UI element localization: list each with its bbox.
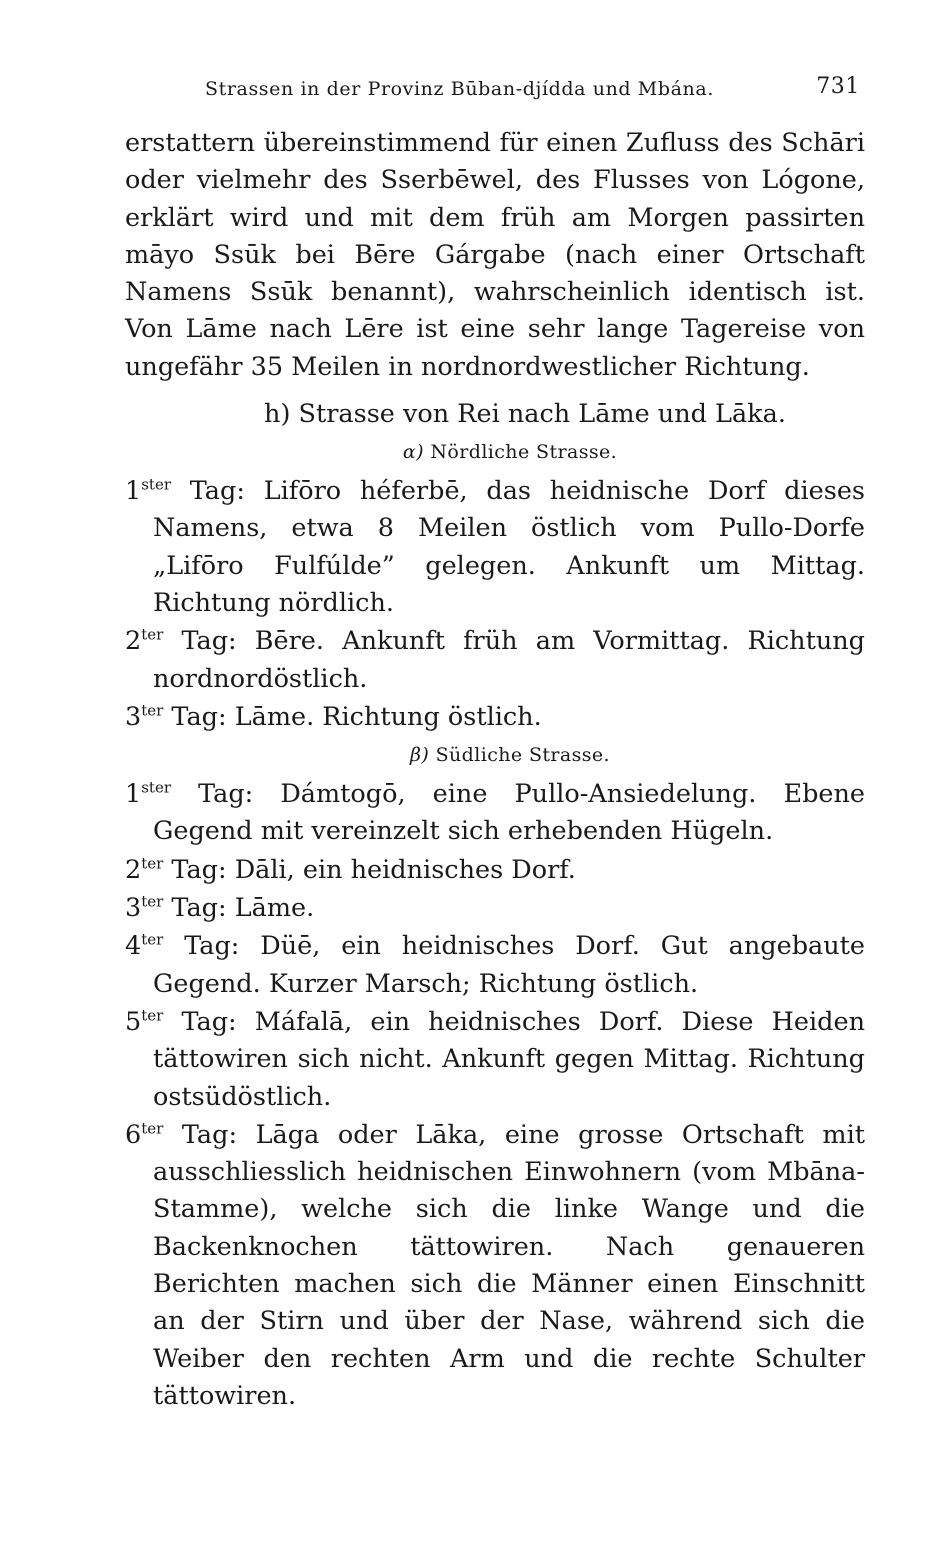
- southern-route-title: Südliche Strasse.: [435, 744, 611, 767]
- day-entry: [125, 623, 865, 698]
- day-number: 2: [125, 626, 142, 657]
- northern-route-entries: [125, 473, 865, 736]
- day-entry: [125, 776, 865, 851]
- day-label: Tag:: [189, 476, 245, 507]
- day-number: 1: [125, 779, 142, 810]
- day-description: Lāme. Richtung östlich.: [234, 701, 542, 732]
- day-ordinal: [125, 1007, 237, 1037]
- day-entry: [125, 699, 865, 736]
- southern-route-entries: [125, 776, 865, 1415]
- day-label: Tag:: [181, 1006, 237, 1037]
- day-entry: [125, 928, 865, 1003]
- day-description: Düē, ein heidnisches Dorf. Gut angebaute Gegend. Kurzer Marsch; Richtung östlich.: [153, 931, 866, 999]
- day-ordinal: [125, 702, 227, 732]
- day-ordinal-suffix: ster: [141, 475, 172, 494]
- day-ordinal-suffix: ter: [141, 892, 164, 911]
- day-ordinal: [125, 855, 227, 885]
- day-label: Tag:: [181, 626, 237, 657]
- day-number: 5: [125, 1006, 142, 1037]
- day-number: 2: [125, 854, 142, 885]
- day-ordinal-suffix: ster: [141, 778, 172, 797]
- day-description: Lifōro héferbē, das heidnische Dorf dieses Namens, etwa 8 Meilen östlich vom Pullo-Dorfe „Lifōro Fulfúlde” gelegen. Ankunft um Mittag. Richtung nördlich.: [153, 476, 865, 618]
- day-ordinal-suffix: ter: [141, 1006, 164, 1025]
- day-number: 3: [125, 893, 142, 924]
- day-label: Tag:: [198, 779, 254, 810]
- southern-route-heading: [125, 740, 865, 770]
- day-description: Dámtogō, eine Pullo-Ansiedelung. Ebene Gegend mit vereinzelt sich erhebenden Hügeln.: [153, 779, 865, 847]
- day-label: Tag:: [171, 701, 227, 732]
- northern-route-title: Nördliche Strasse.: [430, 441, 618, 464]
- day-entry: [125, 1117, 865, 1415]
- page-content: [125, 125, 865, 1415]
- day-label: Tag:: [171, 893, 227, 924]
- day-ordinal: [125, 779, 253, 809]
- day-description: Dāli, ein heidnisches Dorf.: [234, 854, 576, 885]
- day-description: Máfalā, ein heidnisches Dorf. Diese Heiden tättowiren sich nicht. Ankunft gegen Mittag. Richtung ostsüdöstlich.: [153, 1006, 865, 1112]
- northern-route-marker: α): [402, 441, 424, 464]
- day-ordinal-suffix: ter: [141, 854, 164, 873]
- day-ordinal: [125, 626, 237, 656]
- day-number: 3: [125, 701, 142, 732]
- day-ordinal-suffix: ter: [141, 701, 164, 720]
- southern-route-marker: β): [409, 744, 430, 767]
- day-entry: [125, 473, 865, 622]
- page-number: 731: [816, 74, 860, 99]
- day-description: Bēre. Ankunft früh am Vormittag. Richtung nordnordöstlich.: [153, 626, 865, 694]
- day-label: Tag:: [171, 854, 227, 885]
- day-ordinal-suffix: ter: [141, 930, 164, 949]
- day-ordinal: [125, 1120, 237, 1150]
- running-title: Strassen in der Provinz Būban-djídda und Mbána.: [205, 78, 714, 100]
- day-ordinal: [125, 476, 245, 506]
- day-number: 6: [125, 1119, 142, 1150]
- day-label: Tag:: [181, 1119, 238, 1150]
- day-ordinal-suffix: ter: [141, 625, 164, 644]
- day-number: 1: [125, 476, 142, 507]
- intro-paragraph: erstattern übereinstimmend für einen Zufluss des Schāri oder vielmehr des Sserbēwel, des Flusses von Lógone, erklärt wird und mit dem früh am Morgen passirten māyo Ssūk bei Bēre Gárgabe (nach einer Ortschaft Namens Ssūk benannt), wahrscheinlich identisch ist. Von Lāme nach Lēre ist eine sehr lange Tagereise von ungefähr 35 Meilen in nordnordwestlicher Richtung.: [125, 128, 865, 382]
- day-description: Lāga oder Lāka, eine grosse Ortschaft mit ausschliesslich heidnischen Einwohnern (vom Mbāna-Stamme), welche sich die linke Wange und die Backenknochen tättowiren. Nach genaueren Berichten machen sich die Männer einen Einschnitt an der Stirn und über der Nase, während sich die Weiber den rechten Arm und die rechte Schulter tättowiren.: [153, 1119, 866, 1411]
- running-head: [205, 74, 860, 104]
- day-ordinal: [125, 931, 239, 961]
- day-ordinal: [125, 893, 227, 923]
- day-description: Lāme.: [234, 893, 315, 924]
- day-entry: [125, 852, 865, 889]
- day-number: 4: [125, 931, 142, 962]
- day-label: Tag:: [184, 931, 240, 962]
- section-heading: h) Strasse von Rei nach Lāme und Lāka.: [264, 399, 786, 430]
- day-entry: [125, 890, 865, 927]
- northern-route-heading: [125, 437, 865, 467]
- day-ordinal-suffix: ter: [141, 1119, 164, 1138]
- day-entry: [125, 1004, 865, 1116]
